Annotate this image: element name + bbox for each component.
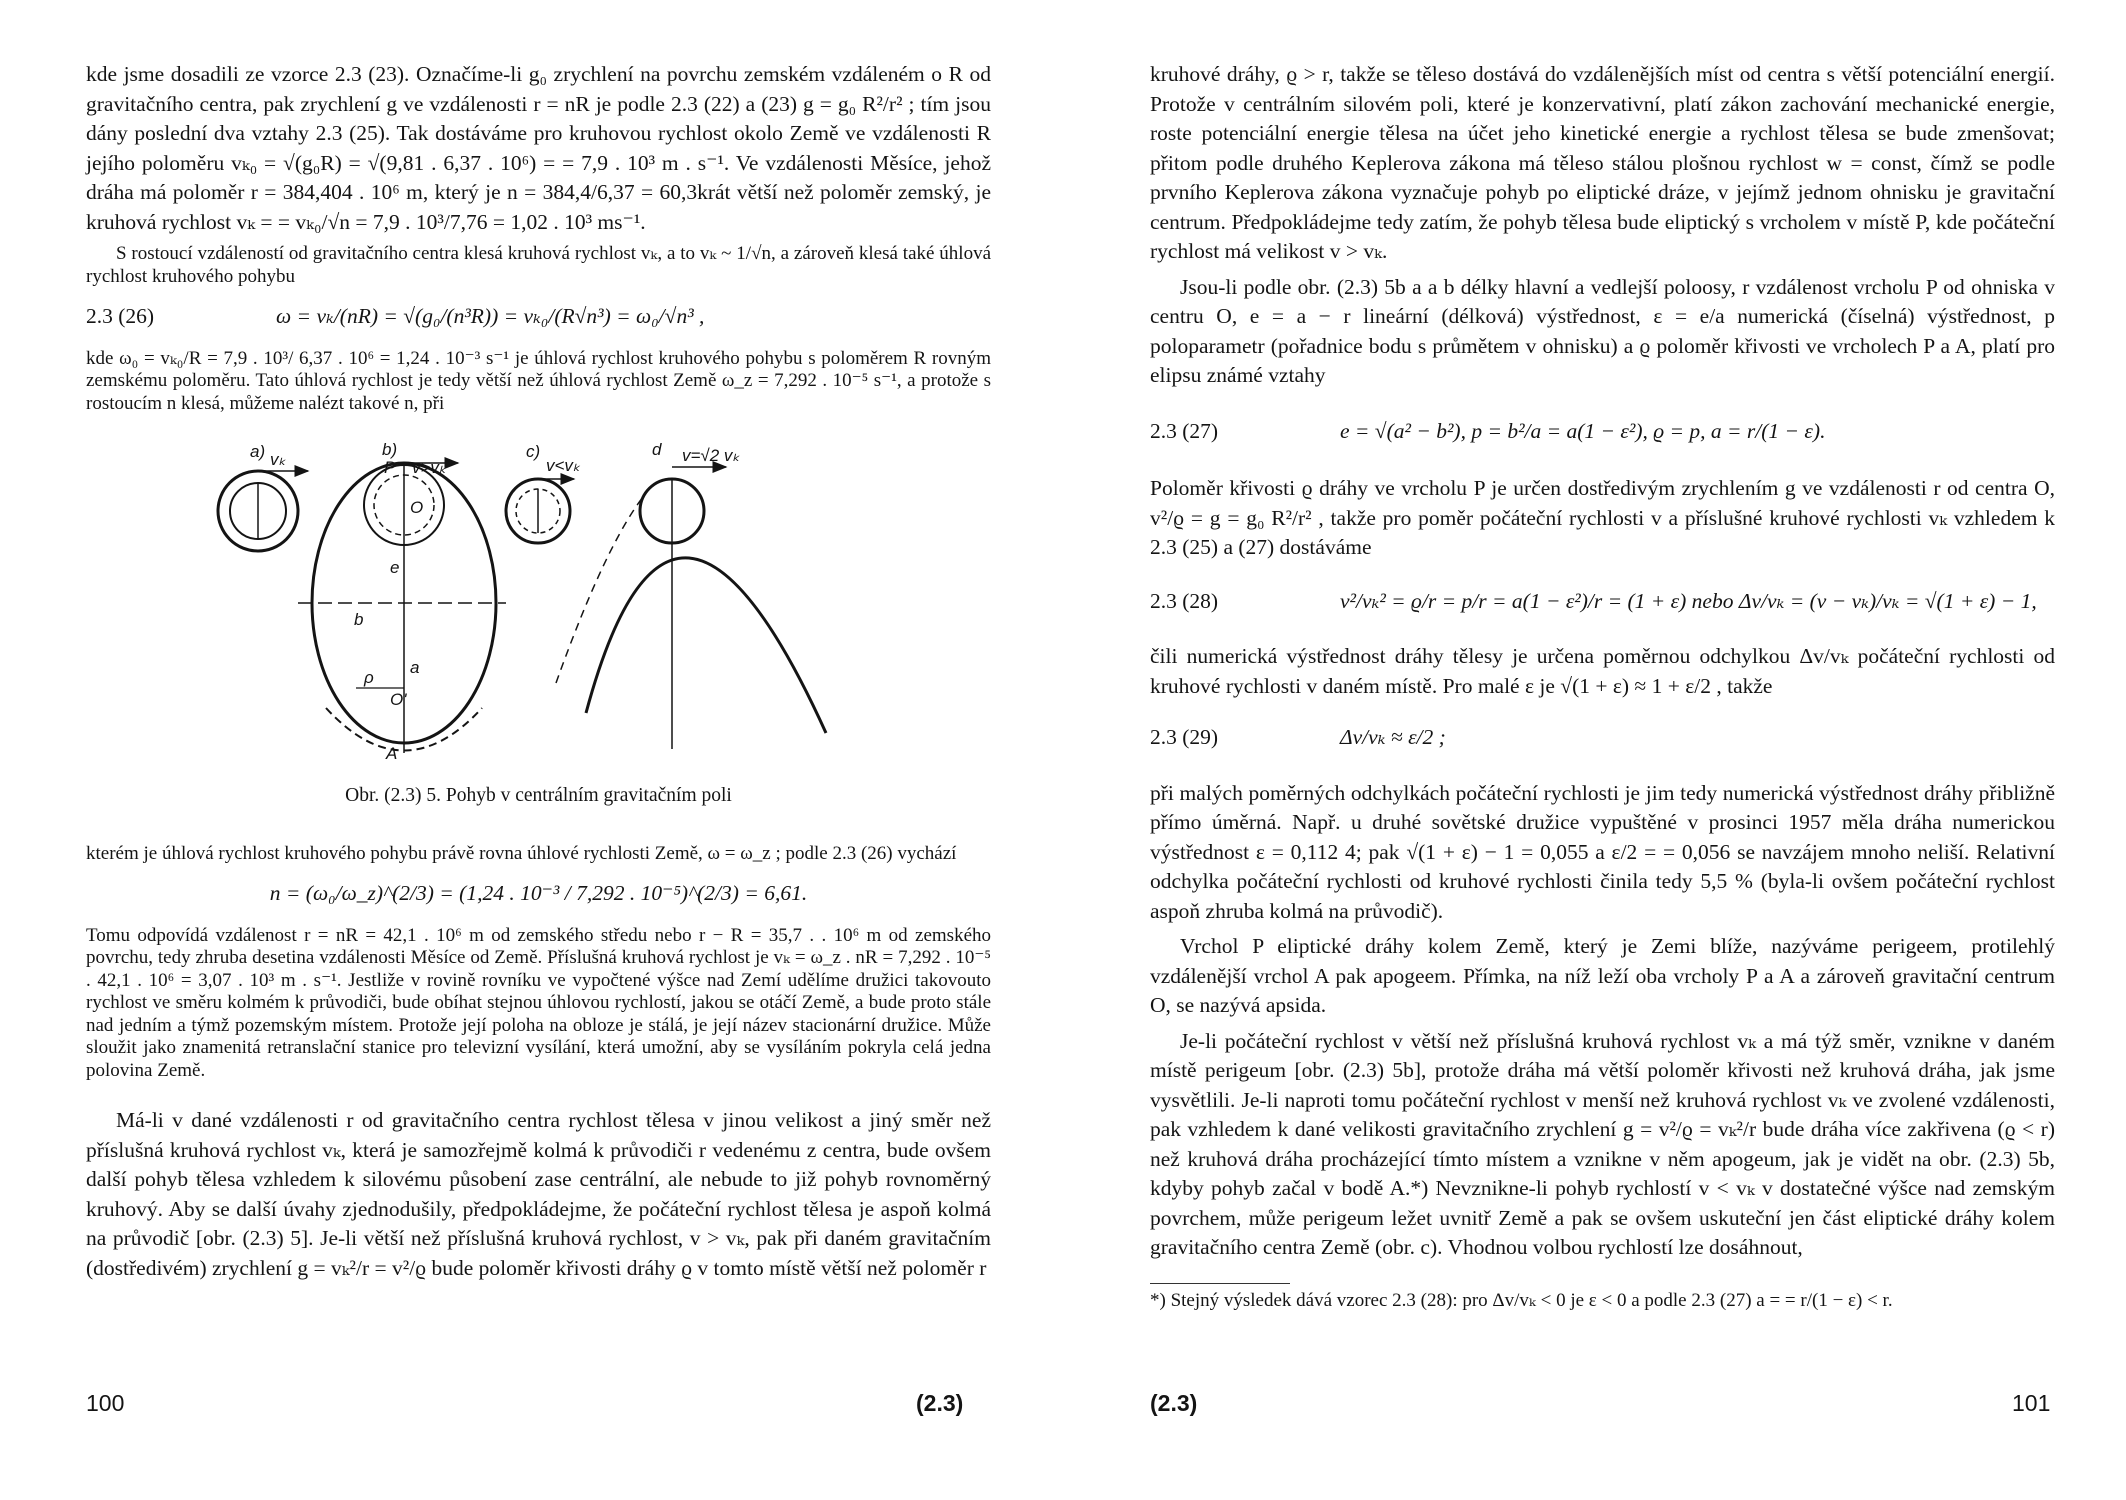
right-paragraph-4: čili numerická výstřednost dráhy tělesy je určena poměrnou odchylkou Δv/vₖ počáteční rychlosti od kruhové rychlosti v daném místě. Pro malé ε je √(1 + ε) ≈ 1 + ε/2 , takže <box>1150 644 2055 698</box>
figure-label-a: a) <box>250 442 266 461</box>
right-page <box>1150 60 2055 1430</box>
left-paragraph-5: Tomu odpovídá vzdálenost r = nR = 42,1 . 10⁶ m od zemského středu nebo r − R = 35,7 . . 10⁶ m od zemského povrchu, tedy zhruba desetina vzdálenosti Měsíce od Země. Příslušná kruhová rychlost je vₖ = ω_z . nR = 7,292 . 10⁻⁵ . 42,1 . 10⁶ = 3,07 . 10³ m . s⁻¹. Jestliže v rovině rovníku ve vypočtené výšce nad Zemí udělíme družici takovouto rychlost ve směru kolmém k průvodiči, bude obíhat stejnou úhlovou rychlostí, jakou se otáčí Země, a bude proto stále nad jedním a týmž pozemským místem. Protože její poloha na obloze je stálá, je její název stacionární družice. Může sloužit jako znamenitá retranslační stanice pro televizní vysílání, která umožní, aby se vysíláním pokryla celá jedna polovina Země. <box>86 924 991 1081</box>
equation-29-number: 2.3 (29) <box>1150 725 1219 749</box>
equation-27 <box>1150 417 2055 447</box>
equation-27-number: 2.3 (27) <box>1150 418 1219 443</box>
left-paragraph-1: kde jsme dosadili ze vzorce 2.3 (23). Označíme-li g₀ zrychlení na povrchu zemském vzdáleném o R od gravitačního centra, pak zrychlení g ve vzdálenosti r = nR je podle 2.3 (22) a (23) g = g₀ R²/r² ; tím jsou dány poslední dva vztahy 2.3 (25). Tak dostáváme pro kruhovou rychlost okolo Země ve vzdálenosti R jejího poloměru vₖ₀ = √(g₀R) = √(9,81 . 6,37 . 10⁶) = = 7,9 . 10³ m . s⁻¹. Ve vzdálenosti Měsíce, jehož dráha má poloměr r = 384,404 . 10⁶ m, který je n = 384,4/6,37 = 60,3krát větší než poloměr zemský, je kruhová rychlost vₖ = = vₖ₀/√n = 7,9 . 10³/7,76 = 1,02 . 10³ ms⁻¹. <box>86 62 991 234</box>
left-page <box>86 60 991 1430</box>
figure-a-circular-orbit <box>218 442 308 551</box>
left-page-number: 100 <box>86 1390 125 1416</box>
footnote: *) Stejný výsledek dává vzorec 2.3 (28): pro Δv/vₖ < 0 je ε < 0 a podle 2.3 (27) a = = r/(1 − ε) < r. <box>1150 1289 1893 1311</box>
right-page-number: 101 <box>2012 1390 2051 1416</box>
figure-label-P: P <box>384 458 396 477</box>
right-paragraph-3: Poloměr křivosti ϱ dráhy ve vrcholu P je určen dostředivým zrychlením g ve vzdálenosti r od centra O, v²/ϱ = g = g₀ R²/r² , takže pro poměr počáteční rychlosti v a příslušné kruhové rychlosti vₖ vzhledem k 2.3 (25) a (27) dostáváme <box>1150 476 2055 559</box>
equation-28-body: v²/vₖ² = ϱ/r = p/r = a(1 − ε²)/r = (1 + ε) nebo Δv/vₖ = (v − vₖ)/vₖ = √(1 + ε) − 1, <box>1340 588 2037 613</box>
equation-28 <box>1150 587 2055 617</box>
right-paragraph-1: kruhové dráhy, ϱ > r, takže se těleso dostává do vzdálenějších míst od centra s větší potenciální energií. Protože v centrálním silovém poli, které je konzervativní, platí zákon zachování mechanické energie, roste potenciální energie tělesa na účet jeho kinetické energie a rychlost tělesa se bude zmenšovat; přitom podle druhého Keplerova zákona má těleso stálou plošnou rychlost w = const, čímž se podle prvního Keplerova zákona vyznačuje pohyb po eliptické dráze, v jejímž jednom ohnisku je gravitační centrum. Předpokládejme tedy zatím, že pohyb tělesa bude eliptický s vrcholem v místě P, kde počáteční rychlost má velikost v > vₖ. <box>1150 62 2055 263</box>
left-paragraph-2: S rostoucí vzdáleností od gravitačního centra klesá kruhová rychlost vₖ, a to vₖ ~ 1/√n, a zároveň klesá také úhlová rychlost kruhového pohybu <box>86 243 991 287</box>
left-paragraph-6: Má-li v dané vzdálenosti r od gravitačního centra rychlost tělesa v jinou velikost a jiný směr než příslušná kruhová rychlost vₖ, která je samozřejmě kolmá k průvodiči r vedenému z centra, bude ovšem další pohyb tělesa vzhledem k silovému působení zase centrální, ale nebude to již pohyb rovnoměrný kruhový. Aby se další úvahy zjednodušily, předpokládejme, že počáteční rychlost tělesa je aspoň kolmá na průvodič [obr. (2.3) 5]. Je-li větší než příslušná kruhová rychlost, v > vₖ, pak při daném gravitačním (dostředivém) zrychlení g = vₖ²/r = v²/ϱ bude poloměr křivosti dráhy ϱ v tomto místě větší než poloměr r <box>86 1108 991 1280</box>
right-section-mark: (2.3) <box>1150 1390 1198 1416</box>
figure-label-O: O <box>410 498 424 517</box>
figure-label-v-gt-vk: v>vₖ <box>412 458 447 477</box>
equation-n-body: n = (ω₀/ω_z)^(2/3) = (1,24 . 10⁻³ / 7,292 . 10⁻⁵)^(2/3) = 6,61. <box>269 881 808 905</box>
left-section-mark: (2.3) <box>916 1390 964 1416</box>
figure-d-parabolic-orbit <box>556 440 826 749</box>
figure-c-short-orbit <box>506 442 581 543</box>
right-paragraph-6: Vrchol P eliptické dráhy kolem Země, který je Zemi blíže, nazýváme perigeem, protilehlý vzdálenější vrchol A pak apogeem. Přímka, na níž leží oba vrcholy P a A a zároveň gravitační centrum O, se nazývá apsida. <box>1150 934 2055 1017</box>
equation-27-body: e = √(a² − b²), p = b²/a = a(1 − ε²), ϱ = p, a = r/(1 − ε). <box>1340 418 1826 443</box>
orbit-figure <box>86 433 991 771</box>
figure-label-d: d <box>652 440 662 459</box>
equation-26-number: 2.3 (26) <box>86 304 155 328</box>
figure-label-v-sqrt2: v=√2 vₖ <box>682 446 740 465</box>
figure-label-O-prime: O' <box>390 690 407 709</box>
figure-label-b: b) <box>382 440 398 459</box>
footnote-rule <box>1150 1283 1290 1284</box>
equation-29 <box>1150 723 2055 753</box>
figure-label-v-lt-vk: v<vₖ <box>546 456 581 475</box>
figure-caption: Obr. (2.3) 5. Pohyb v centrálním gravitačním poli <box>345 785 732 806</box>
right-paragraph-7: Je-li počáteční rychlost v větší než příslušná kruhová rychlost vₖ a má týž směr, vznikne v daném místě perigeum [obr. (2.3) 5b], protože dráha má větší poloměr křivosti než kruhová dráha, jak jsme vysvětlili. Je-li naproti tomu počáteční rychlost v menší než kruhová rychlost vₖ ve zvolené vzdálenosti, pak vzhledem k dané velikosti gravitačního zrychlení g = v²/ϱ = vₖ²/r bude dráha více zakřivena (ϱ < r) než kruhová dráha procházející tímto místem a vznikne v něm apogeum, jak je vidět na obr. (2.3) 5b, kdyby pohyb začal v bodě A.*) Nevznikne-li pohyb rychlostí v < vₖ v dostatečné výšce nad zemským povrchem, může perigeum ležet uvnitř Země a pak se ovšem uskuteční jen část eliptické dráhy kolem gravitačního centra Země (obr. c). Vhodnou volbou rychlostí lze dosáhnout, <box>1150 1028 2055 1259</box>
figure-label-a-axis: a <box>410 658 420 677</box>
left-paragraph-4: kterém je úhlová rychlost kruhového pohybu právě rovna úhlové rychlosti Země, ω = ω_z ; podle 2.3 (26) vychází <box>86 842 957 864</box>
figure-label-c: c) <box>526 442 541 461</box>
equation-n <box>86 879 991 909</box>
equation-28-number: 2.3 (28) <box>1150 588 1219 613</box>
equation-26-body: ω = vₖ/(nR) = √(g₀/(n³R)) = vₖ₀/(R√n³) = ω₀/√n³ , <box>276 304 705 328</box>
orbit-diagram <box>86 433 991 771</box>
figure-b-ellipse-orbit <box>298 440 506 763</box>
left-paragraph-3: kde ω₀ = vₖ₀/R = 7,9 . 10³/ 6,37 . 10⁶ = 1,24 . 10⁻³ s⁻¹ je úhlová rychlost kruhového pohybu s poloměrem R rovným zemskému poloměru. Tato úhlová rychlost je tedy větší než úhlová rychlost Země ω_z = 7,292 . 10⁻⁵ s⁻¹, a protože s rostoucím n klesá, můžeme nalézt takové n, při <box>86 347 991 414</box>
equation-29-body: Δv/vₖ ≈ ε/2 ; <box>1340 725 1446 749</box>
figure-label-b-axis: b <box>354 610 364 629</box>
right-paragraph-5: při malých poměrných odchylkách počáteční rychlosti je jim tedy numerická výstřednost dráhy přibližně přímo úměrná. Např. u druhé sovětské družice vypuštěné v prosinci 1957 měla dráha numerickou výstřednost ε = 0,112 4; pak √(1 + ε) − 1 = 0,055 a ε/2 = = 0,056 se navzájem mnoho neliší. Relativní odchylka počáteční rychlosti od kruhové rychlosti činila tedy 5,5 % (byla-li ovšem počáteční rychlost aspoň zhruba kolmá na průvodič). <box>1150 780 2055 923</box>
figure-label-e: e <box>390 558 400 577</box>
figure-label-A: A <box>386 744 398 763</box>
equation-26 <box>86 302 991 332</box>
right-paragraph-2: Jsou-li podle obr. (2.3) 5b a a b délky hlavní a vedlejší poloosy, r vzdálenost vrcholu P od ohniska v centru O, e = a − r lineární (délková) výstřednost, ε = e/a numerická (číselná) výstřednost, p poloparametr (pořadnice bodu s průmětem v ohnisku) a ϱ poloměr křivosti ve vrcholech P a A, platí pro elipsu známé vztahy <box>1150 274 2055 387</box>
figure-label-rho: ρ <box>364 668 374 687</box>
figure-label-vk: vₖ <box>270 450 286 469</box>
